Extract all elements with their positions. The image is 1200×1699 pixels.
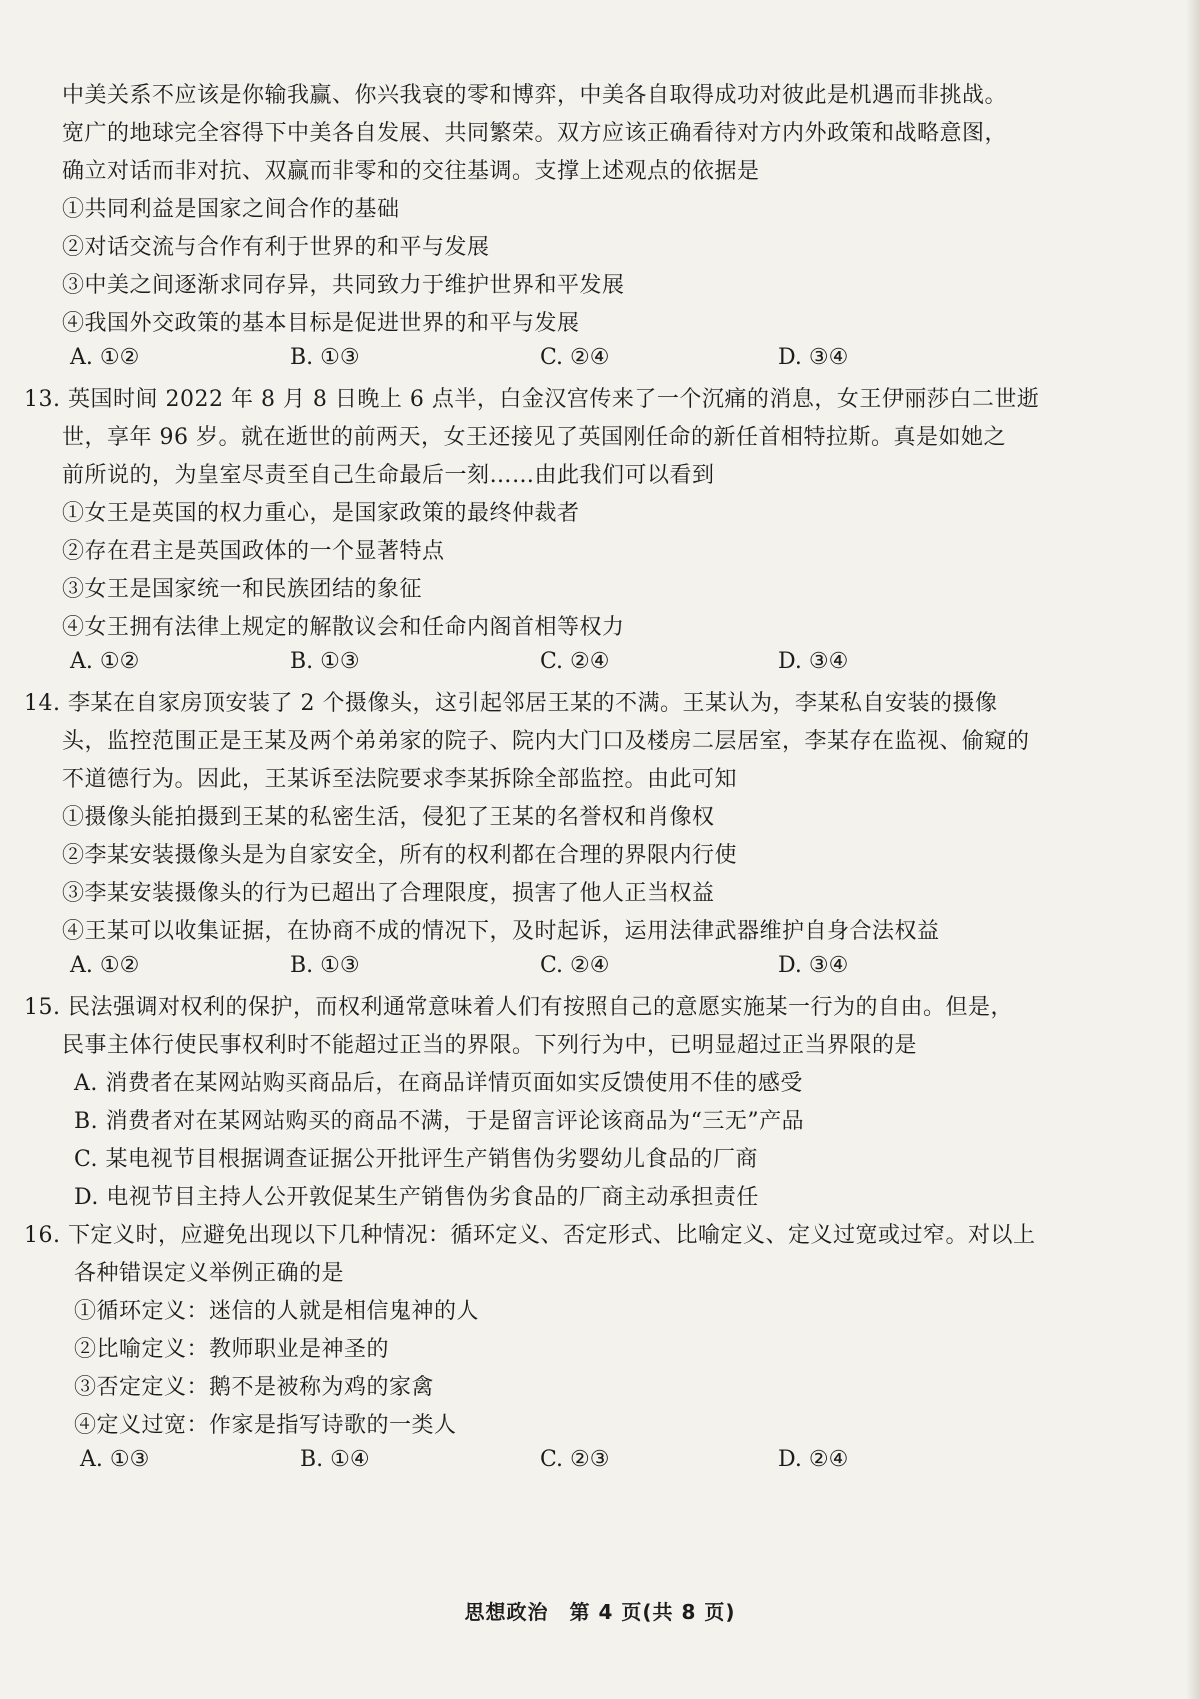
q16-option-a: A. ①③ xyxy=(80,1447,150,1472)
q16-option-c: C. ②③ xyxy=(540,1447,610,1472)
q16-item-1: ①循环定义：迷信的人就是相信鬼神的人 xyxy=(74,1299,480,1324)
scan-edge-shadow xyxy=(1186,0,1200,1699)
q13-stem-line-3: 前所说的，为皇室尽责至自己生命最后一刻……由此我们可以看到 xyxy=(62,463,715,488)
intro-item-4: ④我国外交政策的基本目标是促进世界的和平与发展 xyxy=(62,311,580,336)
q14-item-4: ④王某可以收集证据，在协商不成的情况下，及时起诉，运用法律武器维护自身合法权益 xyxy=(62,919,940,944)
intro-item-1: ①共同利益是国家之间合作的基础 xyxy=(62,197,400,222)
q15-stem-line-2: 民事主体行使民事权利时不能超过正当的界限。下列行为中，已明显超过正当界限的是 xyxy=(62,1033,918,1058)
q13-option-c: C. ②④ xyxy=(540,649,610,674)
intro-option-b: B. ①③ xyxy=(290,345,360,370)
q14-option-d: D. ③④ xyxy=(778,953,849,978)
q16-option-d: D. ②④ xyxy=(778,1447,849,1472)
q16-stem-line-2: 各种错误定义举例正确的是 xyxy=(74,1261,345,1286)
intro-stem-line-1: 中美关系不应该是你输我赢、你兴我衰的零和博弈，中美各自取得成功对彼此是机遇而非挑战。 xyxy=(62,83,1008,108)
q16-item-2: ②比喻定义：教师职业是神圣的 xyxy=(74,1337,390,1362)
intro-stem-line-2: 宽广的地球完全容得下中美各自发展、共同繁荣。双方应该正确看待对方内外政策和战略意图， xyxy=(62,121,1008,146)
intro-stem-line-3: 确立对话而非对抗、双赢而非零和的交往基调。支撑上述观点的依据是 xyxy=(62,159,760,184)
q15-option-b: B. 消费者对在某网站购买的商品不满，于是留言评论该商品为“三无”产品 xyxy=(74,1109,805,1134)
intro-option-a: A. ①② xyxy=(70,345,140,370)
q13-stem-line-2: 世，享年 96 岁。就在逝世的前两天，女王还接见了英国刚任命的新任首相特拉斯。真是如她之 xyxy=(62,425,1006,450)
q15-option-d: D. 电视节目主持人公开敦促某生产销售伪劣食品的厂商主动承担责任 xyxy=(74,1185,759,1210)
q14-option-b: B. ①③ xyxy=(290,953,360,978)
q13-item-1: ①女王是英国的权力重心，是国家政策的最终仲裁者 xyxy=(62,501,580,526)
q14-item-1: ①摄像头能拍摄到王某的私密生活，侵犯了王某的名誉权和肖像权 xyxy=(62,805,715,830)
q13-option-d: D. ③④ xyxy=(778,649,849,674)
q13-option-a: A. ①② xyxy=(70,649,140,674)
q13-option-b: B. ①③ xyxy=(290,649,360,674)
q14-stem-line-3: 不道德行为。因此，王某诉至法院要求李某拆除全部监控。由此可知 xyxy=(62,767,738,792)
q13-item-2: ②存在君主是英国政体的一个显著特点 xyxy=(62,539,445,564)
q13-item-3: ③女王是国家统一和民族团结的象征 xyxy=(62,577,423,602)
q14-option-c: C. ②④ xyxy=(540,953,610,978)
intro-option-c: C. ②④ xyxy=(540,345,610,370)
q15-option-a: A. 消费者在某网站购买商品后，在商品详情页面如实反馈使用不佳的感受 xyxy=(74,1071,803,1096)
q16-option-b: B. ①④ xyxy=(300,1447,370,1472)
q14-item-3: ③李某安装摄像头的行为已超出了合理限度，损害了他人正当权益 xyxy=(62,881,715,906)
q13-item-4: ④女王拥有法律上规定的解散议会和任命内阁首相等权力 xyxy=(62,615,625,640)
intro-item-3: ③中美之间逐渐求同存异，共同致力于维护世界和平发展 xyxy=(62,273,625,298)
q13-stem-line-1: 13. 英国时间 2022 年 8 月 8 日晚上 6 点半，白金汉宫传来了一个沉痛的消息，女王伊丽莎白二世逝 xyxy=(24,387,1040,412)
q15-option-c: C. 某电视节目根据调查证据公开批评生产销售伪劣婴幼儿食品的厂商 xyxy=(74,1147,759,1172)
page-footer: 思想政治 第 4 页(共 8 页) xyxy=(464,1600,736,1624)
q16-item-3: ③否定定义：鹅不是被称为鸡的家禽 xyxy=(74,1375,435,1400)
q14-item-2: ②李某安装摄像头是为自家安全，所有的权利都在合理的界限内行使 xyxy=(62,843,738,868)
q15-stem-line-1: 15. 民法强调对权利的保护，而权利通常意味着人们有按照自己的意愿实施某一行为的自由。但是， xyxy=(24,995,1013,1020)
q16-stem-line-1: 16. 下定义时，应避免出现以下几种情况：循环定义、否定形式、比喻定义、定义过宽或过窄。对以上 xyxy=(24,1223,1036,1248)
q16-item-4: ④定义过宽：作家是指写诗歌的一类人 xyxy=(74,1413,457,1438)
intro-option-d: D. ③④ xyxy=(778,345,849,370)
q14-option-a: A. ①② xyxy=(70,953,140,978)
intro-item-2: ②对话交流与合作有利于世界的和平与发展 xyxy=(62,235,490,260)
q14-stem-line-2: 头，监控范围正是王某及两个弟弟家的院子、院内大门口及楼房二层居室，李某存在监视、偷窥的 xyxy=(62,729,1030,754)
q14-stem-line-1: 14. 李某在自家房顶安装了 2 个摄像头，这引起邻居王某的不满。王某认为，李某私自安装的摄像 xyxy=(24,691,998,716)
